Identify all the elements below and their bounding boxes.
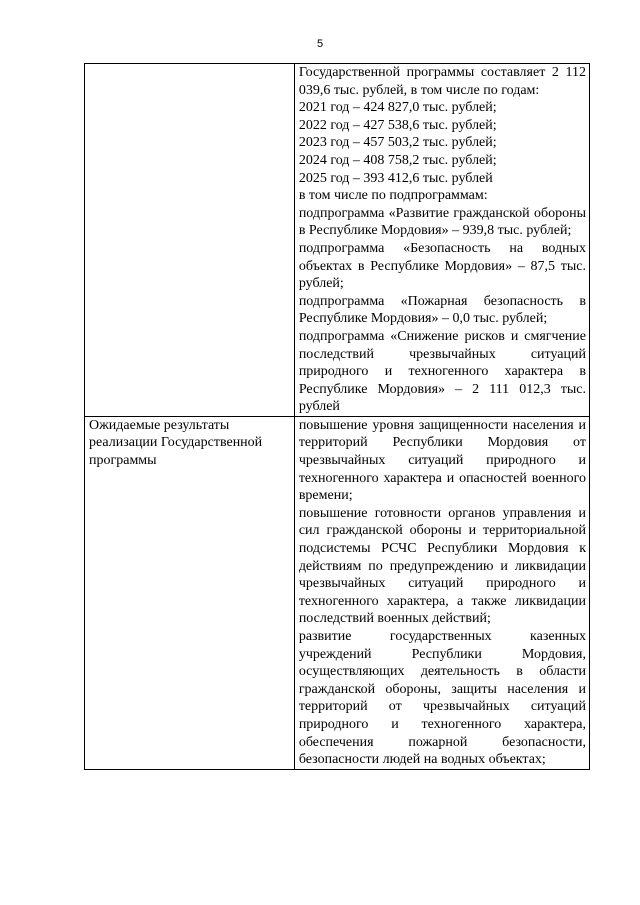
table-row — [85, 64, 590, 417]
value-paragraph: 2024 год – 408 758,2 тыс. рублей; — [298, 152, 497, 168]
value-paragraph: Государственной программы составляет 2 112 039,6 тыс. рублей, в том числе по годам: — [298, 65, 586, 98]
table-row — [85, 416, 590, 769]
value-paragraph: повышение уровня защищенности населения и территорий Республики Мордовия от чрезвычайных ситуаций природного и техногенного характера и опасностей военного времени; — [298, 417, 586, 504]
row-label-cell — [85, 416, 295, 769]
value-paragraph: подпрограмма «Безопасность на водных объектах в Республике Мордовия» – 87,5 тыс. рублей; — [298, 240, 586, 292]
passport-table — [84, 63, 590, 770]
row-value-cell — [294, 64, 589, 417]
value-paragraph: развитие государственных казенных учреждений Республики Мордовия, осуществляющих деятельность в области гражданской обороны, защиты населения и территорий от чрезвычайных ситуаций природного и техногенного характера, обеспечения пожарной безопасности, безопасности людей на водных объектах; — [298, 629, 586, 768]
value-paragraph: повышение готовности органов управления и сил гражданской обороны и территориальной подсистемы РСЧС Республики Мордовия к действиям по предупреждению и ликвидации чрезвычайных ситуаций природного и техногенного характера, а также ликвидации последствий военных действий; — [298, 505, 586, 627]
value-paragraph: 2025 год – 393 412,6 тыс. рублей — [298, 170, 493, 186]
value-paragraph: 2023 год – 457 503,2 тыс. рублей; — [298, 135, 497, 151]
value-paragraph: в том числе по подпрограммам: — [298, 188, 488, 204]
value-paragraph: подпрограмма «Развитие гражданской обороны в Республике Мордовия» – 939,8 тыс. рублей; — [298, 205, 586, 239]
row-label-cell — [85, 64, 295, 417]
row-label: Ожидаемые результаты реализации Государственной программы — [89, 417, 263, 469]
value-paragraph: подпрограмма «Пожарная безопасность в Республике Мордовия» – 0,0 тыс. рублей; — [298, 293, 586, 327]
value-paragraph: 2021 год – 424 827,0 тыс. рублей; — [298, 100, 497, 116]
passport-table-body — [85, 64, 590, 770]
row-value-cell — [294, 416, 589, 769]
value-paragraph: 2022 год – 427 538,6 тыс. рублей; — [298, 117, 497, 133]
page-number: 5 — [316, 38, 324, 50]
value-paragraph: подпрограмма «Снижение рисков и смягчение последствий чрезвычайных ситуаций природного и техногенного характера в Республике Мордовия» – 2 111 012,3 тыс. рублей — [298, 328, 586, 415]
